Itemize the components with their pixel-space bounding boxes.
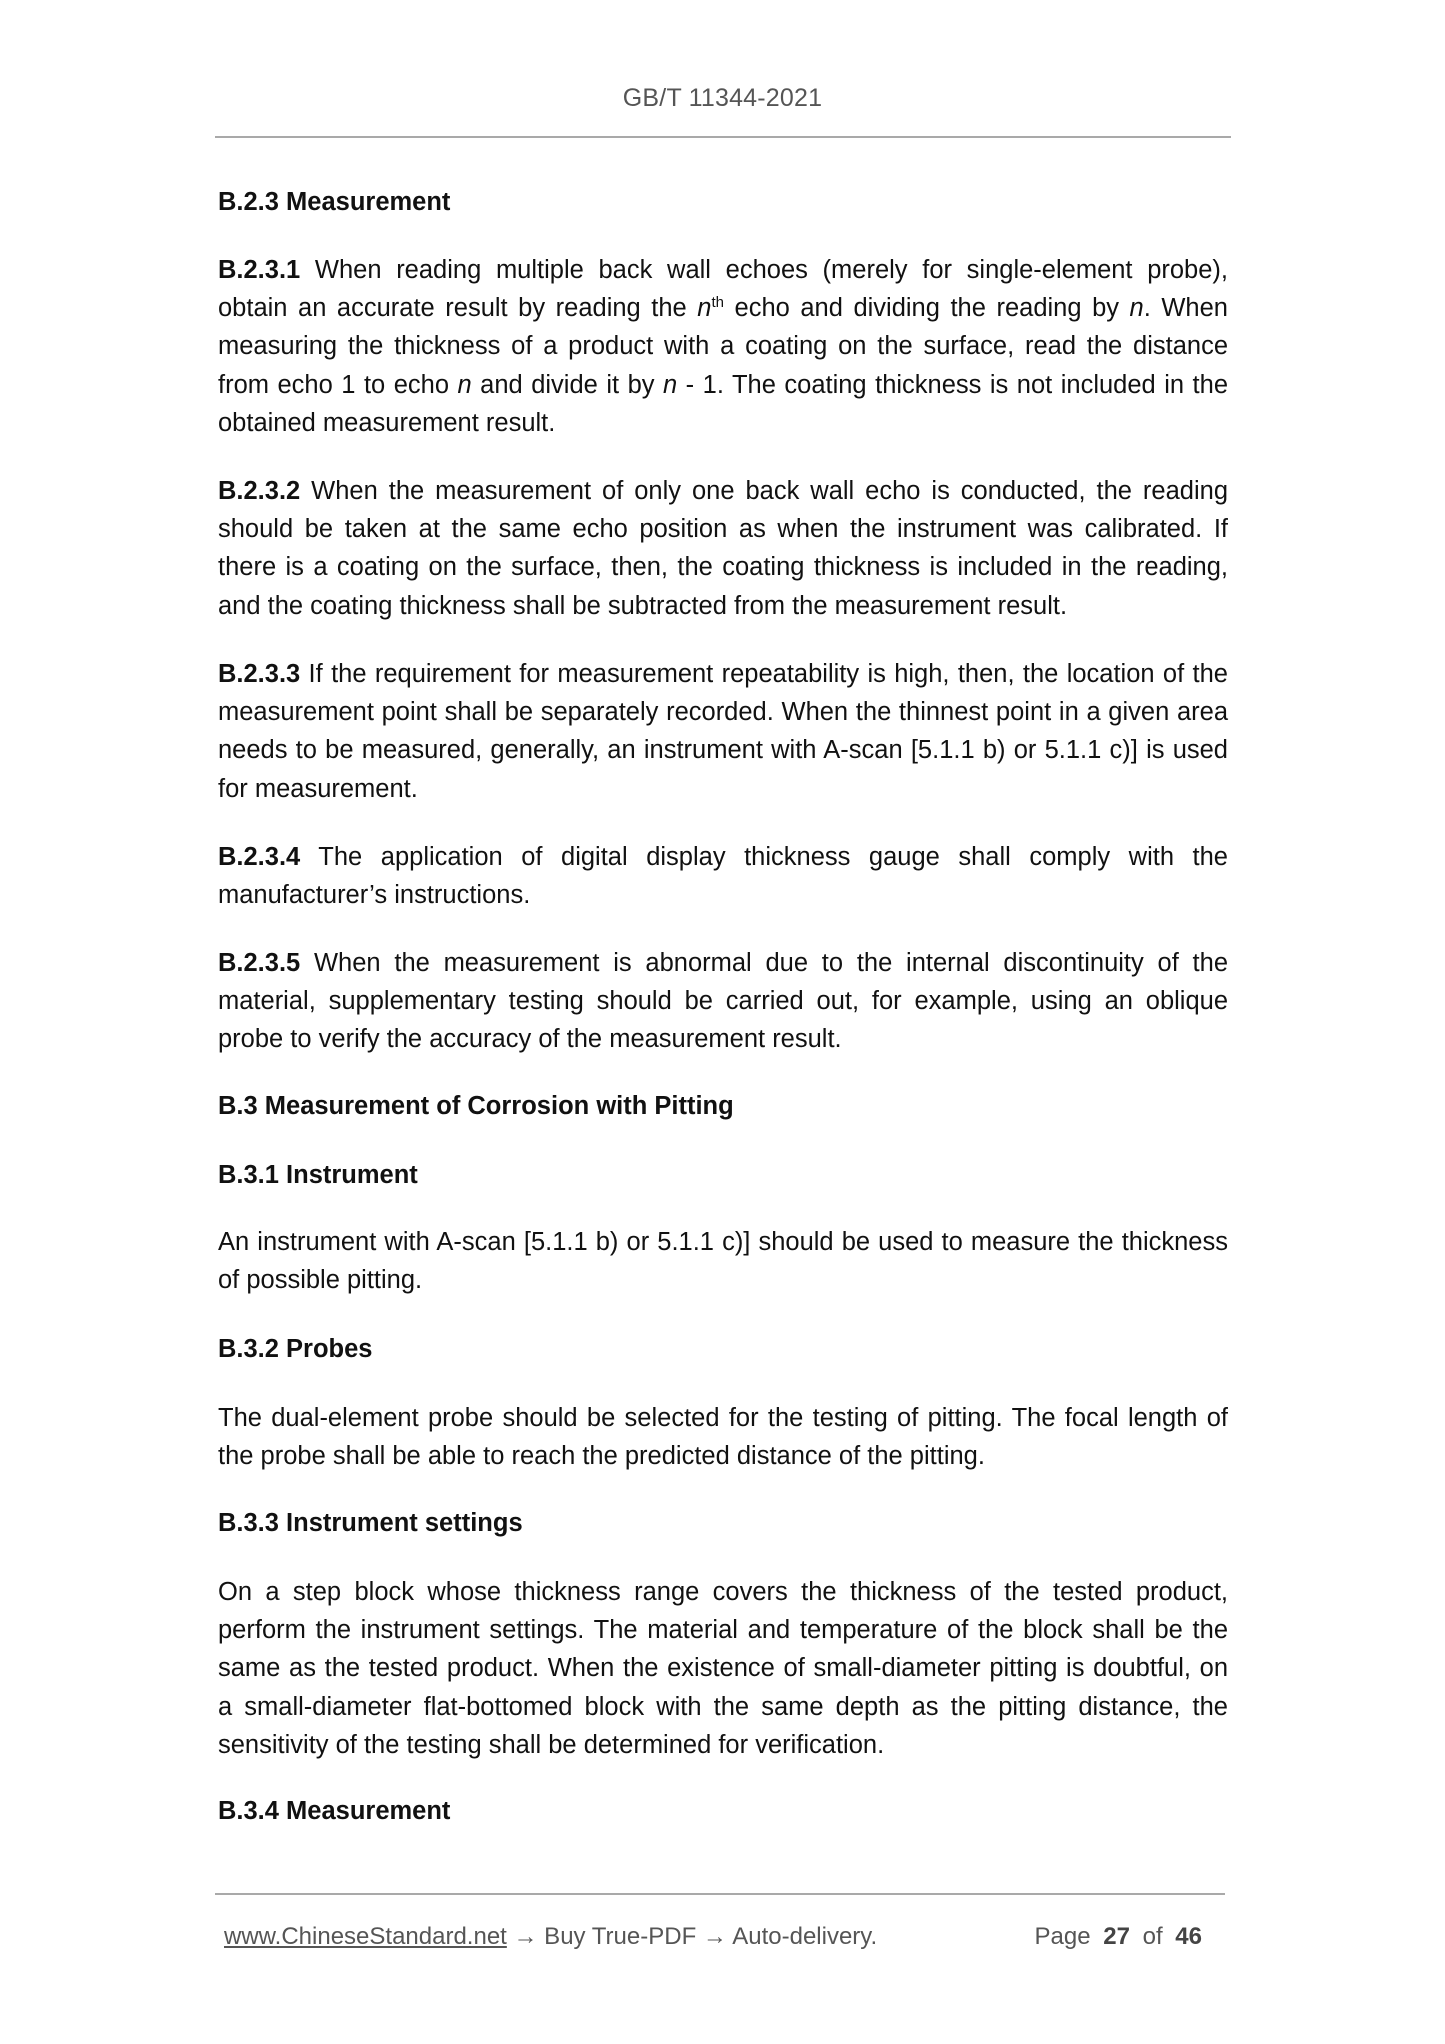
clause-number: B.2.3.3 [218,660,301,688]
paragraph-b-3-3: On a step block whose thickness range covers the thickness of the tested product, perform the instrument settings. The material and temperature of the block shall be the same as the tested product. When the existence of small-diameter pitting is doubtful, on a small-diameter flat-bottomed block with the same depth as the pitting distance, the sensitivity of the testing shall be determined for verification. [218,1578,1228,1759]
document-id-header: GB/T 11344-2021 [622,84,823,112]
heading-b-3: B.3 Measurement of Corrosion with Pitting [218,1092,734,1120]
arrow-right-icon: → [513,1923,538,1950]
website-link[interactable]: www.ChineseStandard.net [224,1923,507,1950]
paragraph-b-3-2: The dual-element probe should be selected for the testing of pitting. The focal length of the probe shall be able to reach the predicted distance of the pitting. [218,1404,1228,1471]
footer-divider [215,1893,1225,1895]
heading-b-3-4: B.3.4 Measurement [218,1797,451,1825]
paragraph-b-2-3-4: B.2.3.4 The application of digital display thickness gauge shall comply with the manufacturer’s instructions. [218,843,1228,910]
clause-number: B.2.3.5 [218,949,301,977]
paragraph-b-2-3-1: B.2.3.1 When reading multiple back wall echoes (merely for single-element probe), obtain an accurate result by reading the $n^{th}$ echo and dividing the reading by n. When measuring the thickness of a product with a coating on the surface, read the distance from echo 1 to echo n and divide it by n - 1. The coating thickness is not included in the obtained measurement result. [218,256,1228,437]
page-footer [224,1918,1214,1956]
clause-number: B.2.3.4 [218,843,301,871]
clause-number: B.2.3.2 [218,477,301,505]
paragraph-b-2-3-5: B.2.3.5 When the measurement is abnormal due to the internal discontinuity of the material, supplementary testing should be carried out, for example, using an oblique probe to verify the accuracy of the measurement result. [218,949,1228,1054]
heading-b-3-2: B.3.2 Probes [218,1335,373,1363]
page-indicator: Page 27 of 46 [1034,1923,1202,1950]
paragraph-b-2-3-2: B.2.3.2 When the measurement of only one back wall echo is conducted, the reading should be taken at the same echo position as when the instrument was calibrated. If there is a coating on the surface, then, the coating thickness is included in the reading, and the coating thickness shall be subtracted from the measurement result. [218,477,1228,620]
header-divider [215,136,1231,138]
clause-number: B.2.3.1 [218,256,301,284]
heading-b-3-1: B.3.1 Instrument [218,1161,418,1189]
total-pages: 46 [1175,1923,1202,1950]
heading-b-3-3: B.3.3 Instrument settings [218,1509,523,1537]
heading-b-2-3: B.2.3 Measurement [218,188,451,216]
paragraph-b-2-3-3: B.2.3.3 If the requirement for measurement repeatability is high, then, the location of the measurement point shall be separately recorded. When the thinnest point in a given area needs to be measured, generally, an instrument with A-scan [5.1.1 b) or 5.1.1 c)] is used for measurement. [218,660,1228,803]
arrow-right-icon: → [702,1923,727,1950]
auto-delivery-text: Auto-delivery. [726,1923,878,1950]
current-page: 27 [1103,1923,1130,1950]
buy-text: Buy True-PDF [537,1923,703,1950]
paragraph-b-3-1: An instrument with A-scan [5.1.1 b) or 5.1.1 c)] should be used to measure the thickness of possible pitting. [218,1228,1228,1295]
